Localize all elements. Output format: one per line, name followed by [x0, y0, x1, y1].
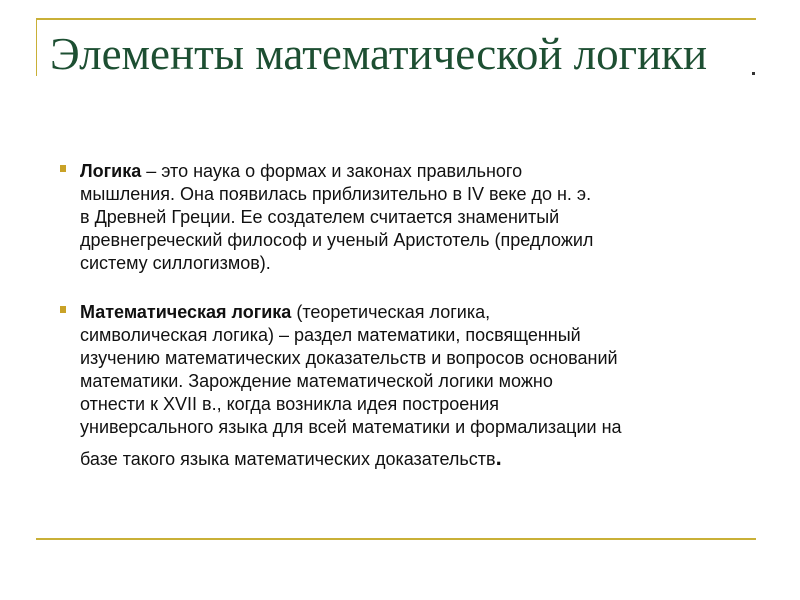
- bullet-math-logic: [60, 301, 760, 478]
- term-logic: Логика: [80, 161, 142, 181]
- text-line: – это наука о формах и законах правильного: [141, 161, 523, 181]
- text-line: символическая логика) – раздел математики, посвященный: [80, 325, 581, 345]
- corner-dot: [752, 72, 755, 75]
- text-line: в Древней Греции. Ее создателем считается знаменитый: [80, 207, 560, 227]
- bullet-list: [60, 160, 760, 504]
- text-line: систему силлогизмов).: [80, 253, 271, 273]
- slide-title: Элементы математической логики: [50, 29, 708, 79]
- left-divider: [36, 18, 37, 76]
- bullet-text: [80, 301, 760, 478]
- final-line: [80, 445, 502, 470]
- bottom-divider: [36, 538, 756, 540]
- text-line: древнегреческий философ и ученый Аристотель (предложил: [80, 230, 594, 250]
- text-line: базе такого языка математических доказательств: [80, 449, 496, 469]
- bullet-square-icon: [60, 306, 66, 313]
- final-period: .: [495, 445, 502, 470]
- text-line: изучению математических доказательств и вопросов оснований: [80, 348, 618, 368]
- text-line: отнести к XVII в., когда возникла идея построения: [80, 394, 500, 414]
- text-line: (теоретическая логика,: [291, 302, 491, 322]
- text-line: математики. Зарождение математической логики можно: [80, 371, 553, 391]
- term-math-logic: Математическая логика: [80, 302, 292, 322]
- top-divider: [36, 18, 756, 20]
- text-line: универсального языка для всей математики и формализации на: [80, 417, 622, 437]
- bullet-text: [80, 160, 760, 275]
- bullet-square-icon: [60, 165, 66, 172]
- bullet-logic: [60, 160, 760, 275]
- text-line: мышления. Она появилась приблизительно в IV веке до н. э.: [80, 184, 592, 204]
